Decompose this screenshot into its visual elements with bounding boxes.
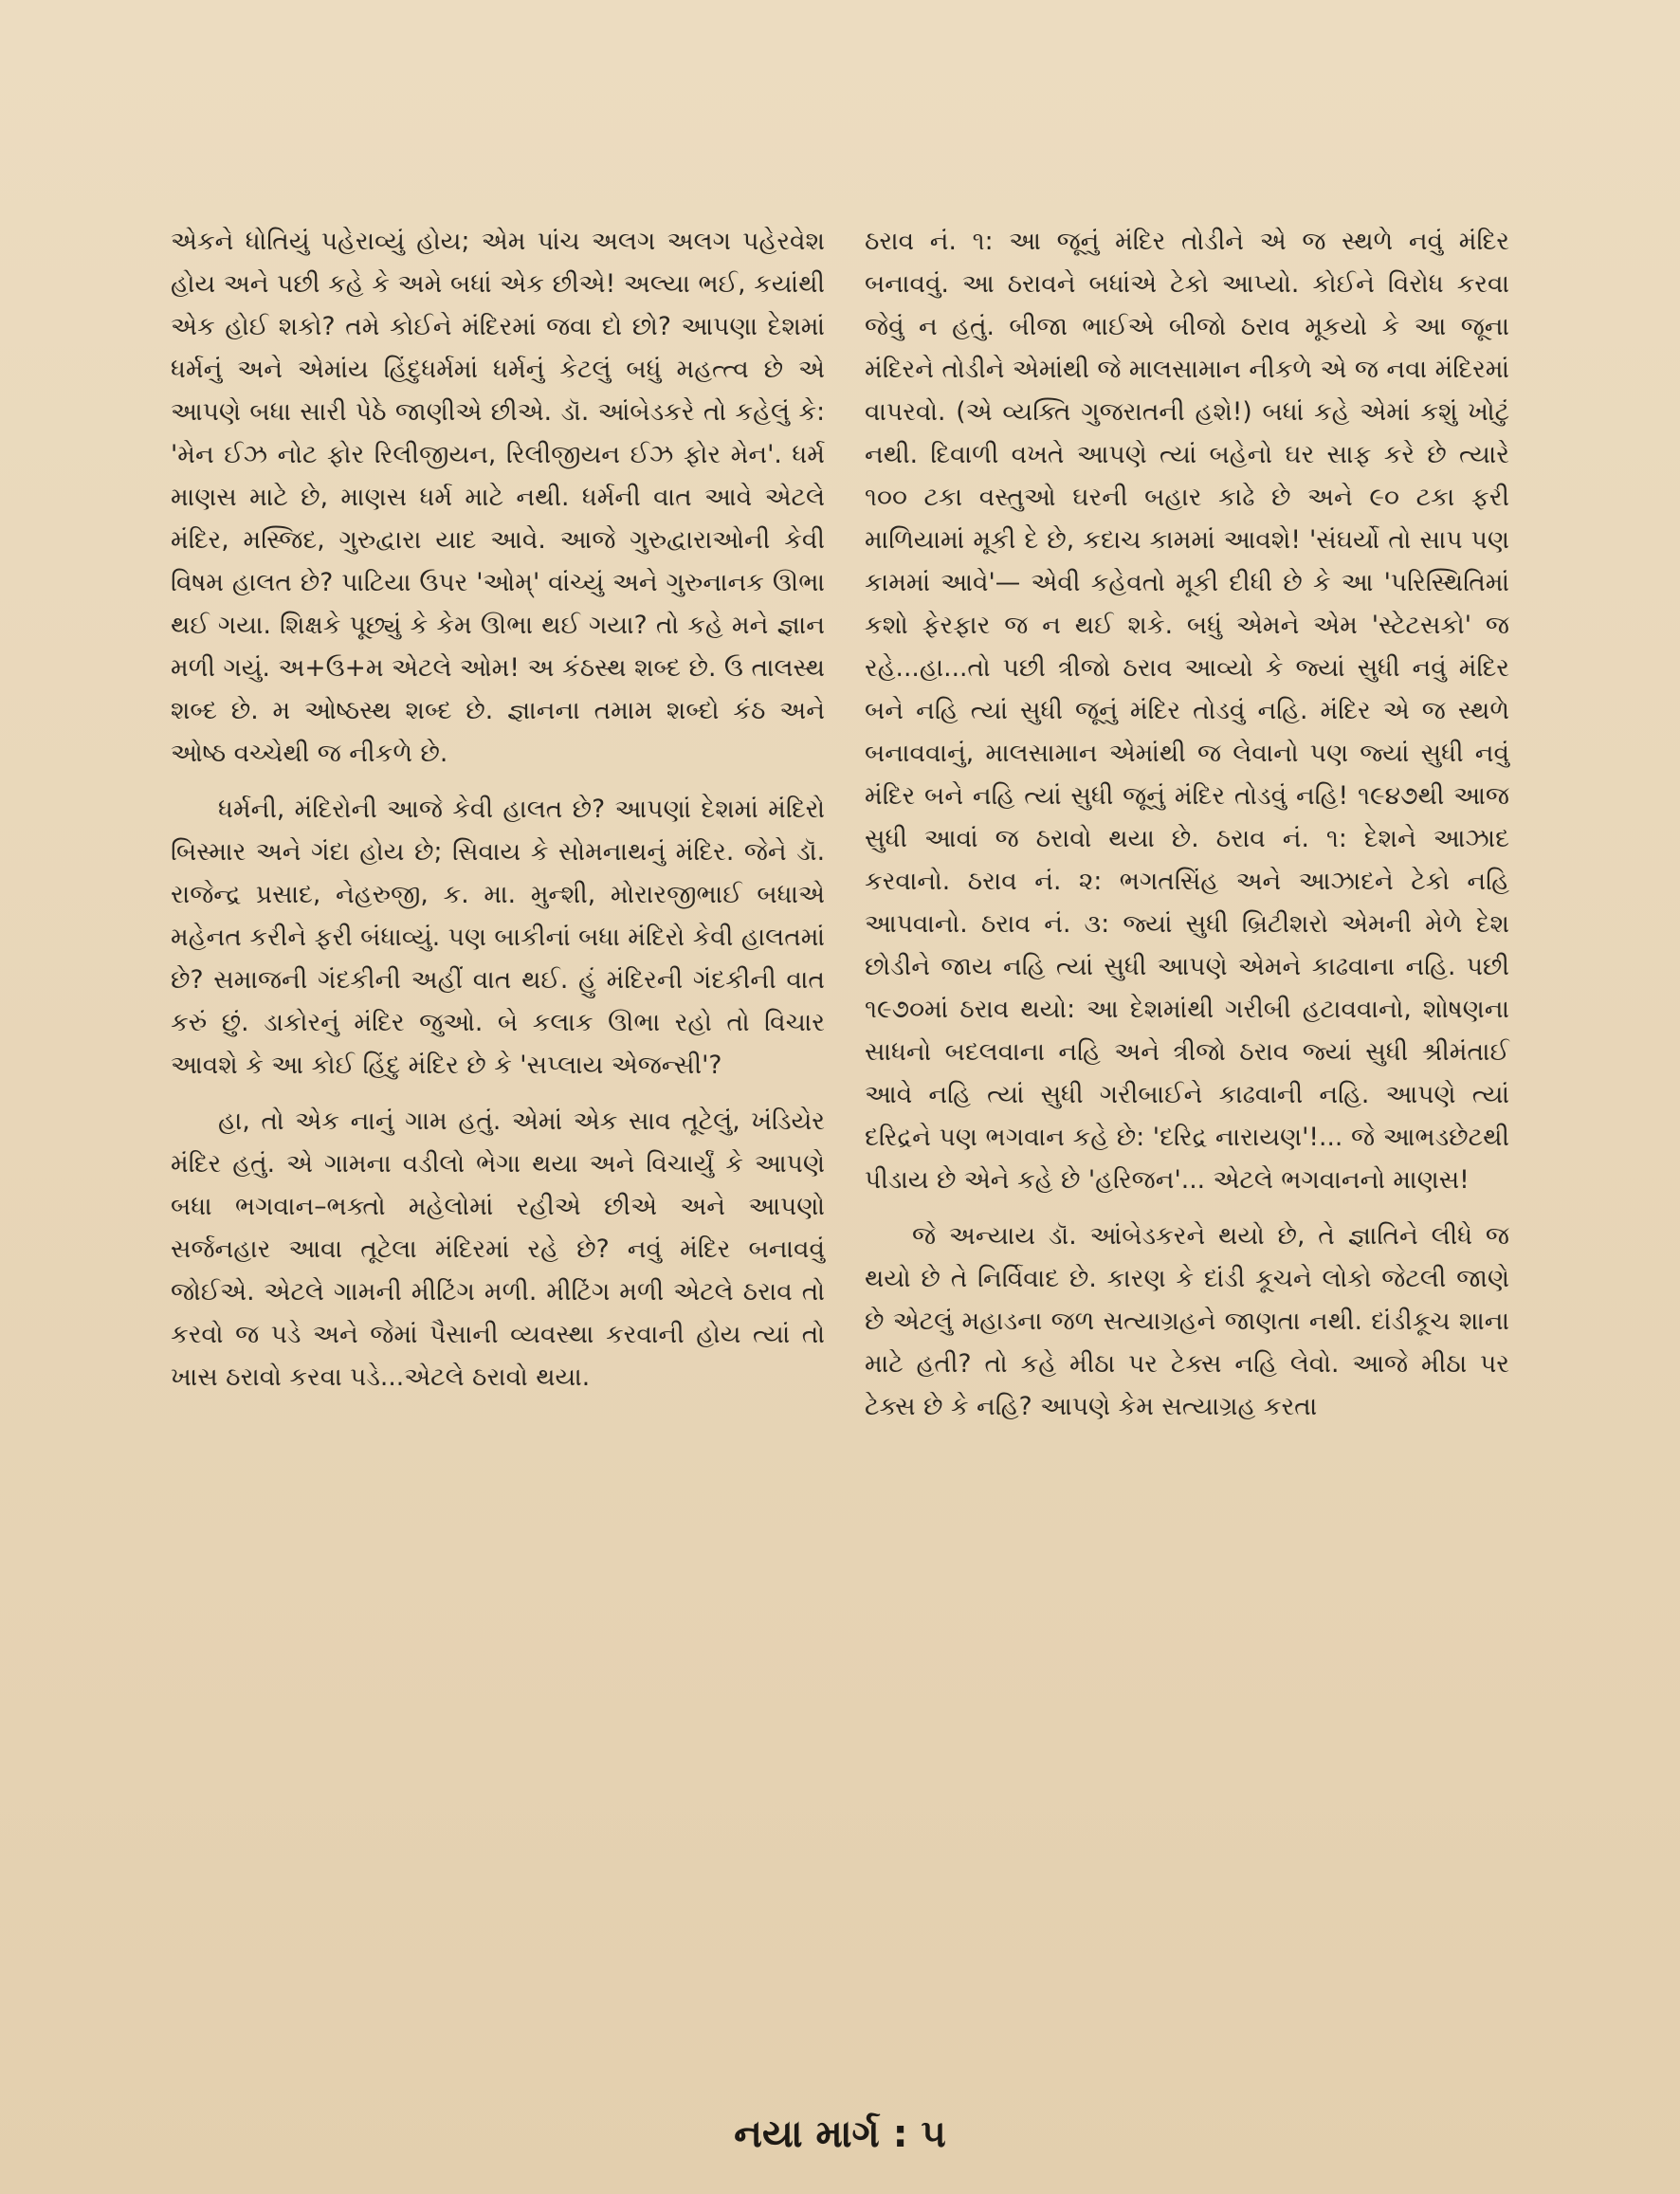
paragraph-left-1: એકને ધોતિયું પહેરાવ્યું હોય; એમ પાંચ અલગ અલગ પહેરવેશ હોય અને પછી કહે કે અમે બધાં એક છીએ! અલ્યા ભઈ, કયાંથી એક હોઈ શકો? તમે કોઈને મંદિરમાં જવા દો છો? આપણા દેશમાં ધર્મનું અને એમાંય હિંદુધર્મમાં ધર્મનું કેટલું બધું મહત્ત્વ છે એ આપણે બધા સારી પેઠે જાણીએ છીએ. ડૉ. આંબેડકરે તો કહેલું કે: 'મેન ઈઝ નોટ ફોર રિલીજીયન, રિલીજીયન ઈઝ ફોર મેન'. ધર્મ માણસ માટે છે, માણસ ધર્મ માટે નથી. ધર્મની વાત આવે એટલે મંદિર, મસ્જિદ, ગુરુદ્વારા યાદ આવે. આજે ગુરુદ્વારાઓની કેવી વિષમ હાલત છે? પાટિયા ઉપર 'ઓમ્' વાંચ્યું અને ગુરુનાનક ઊભા થઈ ગયા. શિક્ષકે પૂછ્યું કે કેમ ઊભા થઈ ગયા? તો કહે મને જ્ઞાન મળી ગયું. અ+ઉ+મ એટલે ઓમ! અ કંઠસ્થ શબ્દ છે. ઉ તાલસ્થ શબ્દ છે. મ ઓષ્ઠસ્થ શબ્દ છે. જ્ઞાનના તમામ શબ્દો કંઠ અને ઓષ્ઠ વચ્ચેથી જ નીકળે છે.	[171, 227, 825, 768]
left-column	[171, 220, 825, 1399]
paragraph-right-1: ઠરાવ નં. ૧: આ જૂનું મંદિર તોડીને એ જ સ્થળે નવું મંદિર બનાવવું. આ ઠરાવને બધાંએ ટેકો આપ્યો. કોઈને વિરોધ કરવા જેવું ન હતું. બીજા ભાઈએ બીજો ઠરાવ મૂકયો કે આ જૂના મંદિરને તોડીને એમાંથી જે માલસામાન નીકળે એ જ નવા મંદિરમાં વાપરવો. (એ વ્યક્તિ ગુજરાતની હશે!) બધાં કહે એમાં કશું ખોટું નથી. દિવાળી વખતે આપણે ત્યાં બહેનો ઘર સાફ કરે છે ત્યારે ૧૦૦ ટકા વસ્તુઓ ઘરની બહાર કાઢે છે અને ૯૦ ટકા ફરી માળિયામાં મૂકી દે છે, કદાચ કામમાં આવશે! 'સંઘર્યો તો સાપ પણ કામમાં આવે'— એવી કહેવતો મૂકી દીધી છે કે આ 'પરિસ્થિતિમાં કશો ફેરફાર જ ન થઈ શકે. બધું એમને એમ 'સ્ટેટસકો' જ રહે...હા...તો પછી ત્રીજો ઠરાવ આવ્યો કે જ્યાં સુધી નવું મંદિર બને નહિ ત્યાં સુધી જૂનું મંદિર તોડવું નહિ. મંદિર એ જ સ્થળે બનાવવાનું, માલસામાન એમાંથી જ લેવાનો પણ જ્યાં સુધી નવું મંદિર બને નહિ ત્યાં સુધી જૂનું મંદિર તોડવું નહિ! ૧૯૪૭થી આજ સુધી આવાં જ ઠરાવો થયા છે. ઠરાવ નં. ૧: દેશને આઝાદ કરવાનો. ઠરાવ નં. ૨: ભગતસિંહ અને આઝાદને ટેકો નહિ આપવાનો. ઠરાવ નં. ૩: જ્યાં સુધી બ્રિટીશરો એમની મેળે દેશ છોડીને જાય નહિ ત્યાં સુધી આપણે એમને કાઢવાના નહિ. પછી ૧૯૭૦માં ઠરાવ થયો: આ દેશમાંથી ગરીબી હટાવવાનો, શોષણના સાધનો બદલવાના નહિ અને ત્રીજો ઠરાવ જ્યાં સુધી શ્રીમંતાઈ આવે નહિ ત્યાં સુધી ગરીબાઈને કાઢવાની નહિ. આપણે ત્યાં દરિદ્રને પણ ભગવાન કહે છે: 'દરિદ્ર નારાયણ'!... જે આભડછેટથી પીડાય છે એને કહે છે 'હરિજન'... એટલે ભગવાનનો માણસ!	[865, 227, 1509, 1195]
right-column	[865, 220, 1509, 1428]
paragraph-right-2: જે અન્યાય ડૉ. આંબેડકરને થયો છે, તે જ્ઞાતિને લીધે જ થયો છે તે નિર્વિવાદ છે. કારણ કે દાંડી કૂચને લોકો જેટલી જાણે છે એટલું મહાડના જળ સત્યાગ્રહને જાણતા નથી. દાંડીકૂચ શાના માટે હતી? તો કહે મીઠા પર ટેક્સ નહિ લેવો. આજે મીઠા પર ટેક્સ છે કે નહિ? આપણે કેમ સત્યાગ્રહ કરતા	[865, 1221, 1509, 1421]
paragraph-left-2: ધર્મની, મંદિરોની આજે કેવી હાલત છે? આપણાં દેશમાં મંદિરો બિસ્માર અને ગંદા હોય છે; સિવાય કે સોમનાથનું મંદિર. જેને ડૉ. રાજેન્દ્ર પ્રસાદ, નેહરુજી, ક. મા. મુન્શી, મોરારજીભાઈ બધાએ મહેનત કરીને ફરી બંધાવ્યું. પણ બાકીનાં બધા મંદિરો કેવી હાલતમાં છે? સમાજની ગંદકીની અહીં વાત થઈ. હું મંદિરની ગંદકીની વાત કરું છું. ડાકોરનું મંદિર જુઓ. બે કલાક ઊભા રહો તો વિચાર આવશે કે આ કોઈ હિંદુ મંદિર છે કે 'સપ્લાય એજન્સી'?	[171, 795, 825, 1080]
paragraph-left-3: હા, તો એક નાનું ગામ હતું. એમાં એક સાવ તૂટેલું, ખંડિયેર મંદિર હતું. એ ગામના વડીલો ભેગા થયા અને વિચાર્યું કે આપણે બધા ભગવાન–ભક્તો મહેલોમાં રહીએ છીએ અને આપણો સર્જનહાર આવા તૂટેલા મંદિરમાં રહે છે? નવું મંદિર બનાવવું જોઈએ. એટલે ગામની મીટિંગ મળી. મીટિંગ મળી એટલે ઠરાવ તો કરવો જ પડે અને જેમાં પૈસાની વ્યવસ્થા કરવાની હોય ત્યાં તો ખાસ ઠરાવો કરવા પડે...એટલે ઠરાવો થયા.	[171, 1106, 825, 1392]
page-footer: નયા માર્ગ : ૫	[734, 2112, 946, 2156]
